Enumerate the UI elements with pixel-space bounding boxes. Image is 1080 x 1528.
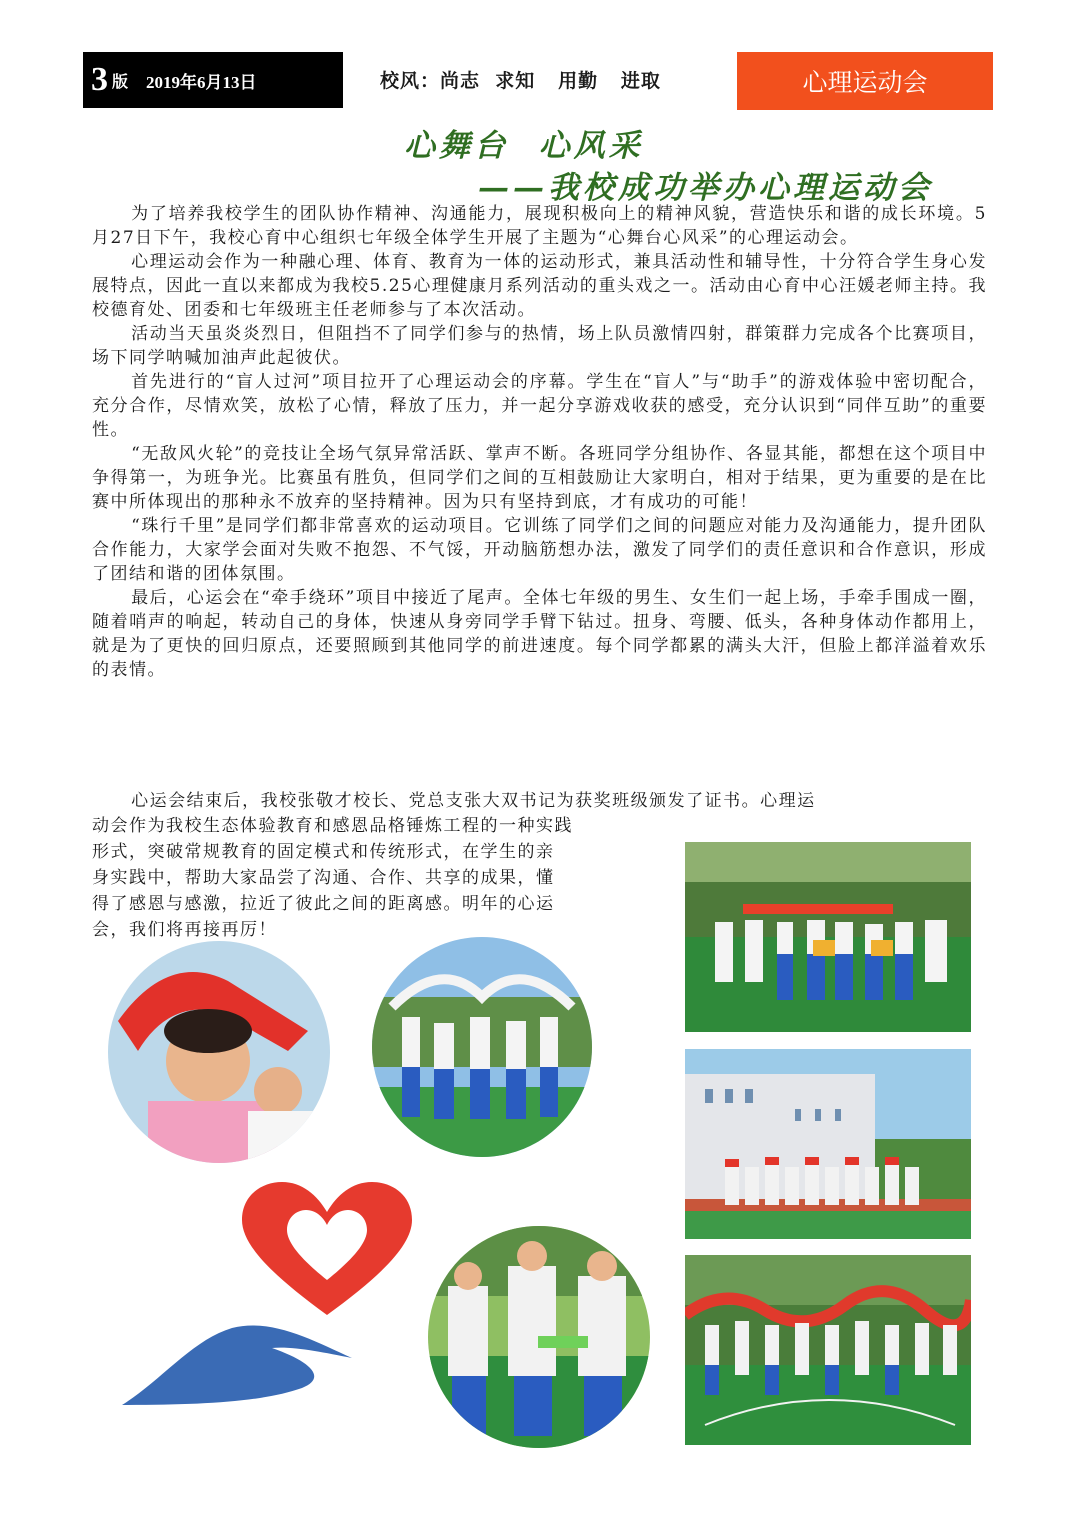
- page-suffix: 版: [112, 73, 129, 91]
- heart-hand-icon: [122, 1180, 412, 1420]
- award-ceremony-photo: [685, 842, 971, 1032]
- page-number: 3: [91, 61, 108, 98]
- subheadline: ——我校成功举办心理运动会: [478, 170, 933, 206]
- paragraph: 活动当天虽炎炎烈日，但阻挡不了同学们参与的热情，场上队员激情四射，群策群力完成各个比赛项目，场下同学呐喊加油声此起彼伏。: [92, 324, 987, 368]
- closing-line: 动会作为我校生态体验教育和感恩品格锤炼工程的一种实践: [92, 816, 573, 836]
- closing-paragraph-first-line: 心运会结束后，我校张敬才校长、党总支张大双书记为获奖班级颁发了证书。心理运: [131, 791, 816, 811]
- paragraph: 最后，心运会在“牵手绕环”项目中接近了尾声。全体七年级的男生、女生们一起上场，手牵手围成一圈，随着哨声的响起，转动自己的身体，快速从身旁同学手臂下钻过。扭身、弯腰、低头，各种身体动作都用上，就是为了更快的回归原点，还要照顾到其他同学的前进速度。每个同学都累的满头大汗，但脸上都洋溢着欢乐的表情。: [92, 588, 987, 680]
- article-body: [92, 202, 987, 682]
- headline: 心舞台 心风采: [404, 128, 644, 164]
- page-header-bar: [83, 52, 343, 108]
- closing-line: 形式，突破常规教育的固定模式和传统形式，在学生的亲: [92, 842, 555, 862]
- section-badge: 心理运动会: [737, 52, 993, 110]
- paragraph: 首先进行的“盲人过河”项目拉开了心理运动会的序幕。学生在“盲人”与“助手”的游戏体验中密切配合，充分合作，尽情欢笑，放松了心情，释放了压力，并一起分享游戏收获的感受，充分认识到“同伴互助”的重要性。: [92, 372, 987, 440]
- closing-line: 身实践中，帮助大家品尝了沟通、合作、共享的成果，懂: [92, 868, 555, 888]
- school-motto: 校风：尚志 求知 用勤 进取: [380, 70, 661, 92]
- paragraph: 心理运动会作为一种融心理、体育、教育为一体的运动形式，兼具活动性和辅导性，十分符合学生身心发展特点，因此一直以来都成为我校5.25心理健康月系列活动的重头戏之一。活动由心育中心汪媛老师主持。我校德育处、团委和七年级班主任老师参与了本次活动。: [92, 252, 987, 320]
- ball-passing-game-photo: [428, 1226, 650, 1448]
- issue-date: 2019年6月13日: [146, 72, 257, 92]
- hand-in-hand-ring-photo: [685, 1255, 971, 1445]
- closing-paragraph-wrapped: [92, 813, 682, 943]
- red-scarf-smiling-student-photo: [108, 941, 330, 1163]
- closing-line: 得了感恩与感激，拉近了彼此之间的距离感。明年的心运: [92, 894, 555, 914]
- heart-hand-logo: [122, 1180, 412, 1420]
- paragraph: “珠行千里”是同学们都非常喜欢的运动项目。它训练了同学们之间的问题应对能力及沟通能力，提升团队合作能力，大家学会面对失败不抱怨、不气馁，开动脑筋想办法，激发了同学们的责任意识和合作意识，形成了团结和谐的团体氛围。: [92, 516, 987, 584]
- students-lineup-photo: [685, 1049, 971, 1239]
- closing-line: 会，我们将再接再厉！: [92, 920, 277, 940]
- arch-game-photo: [372, 937, 592, 1157]
- paragraph: “无敌风火轮”的竞技让全场气氛异常活跃、掌声不断。各班同学分组协作、各显其能，都想在这个项目中争得第一，为班争光。比赛虽有胜负，但同学们之间的互相鼓励让大家明白，相对于结果，更为重要的是在比赛中所体现出的那种永不放弃的坚持精神。因为只有坚持到底，才有成功的可能！: [92, 444, 987, 512]
- paragraph: 为了培养我校学生的团队协作精神、沟通能力，展现积极向上的精神风貌，营造快乐和谐的成长环境。5月27日下午，我校心育中心组织七年级全体学生开展了主题为“心舞台心风采”的心理运动会。: [92, 204, 987, 248]
